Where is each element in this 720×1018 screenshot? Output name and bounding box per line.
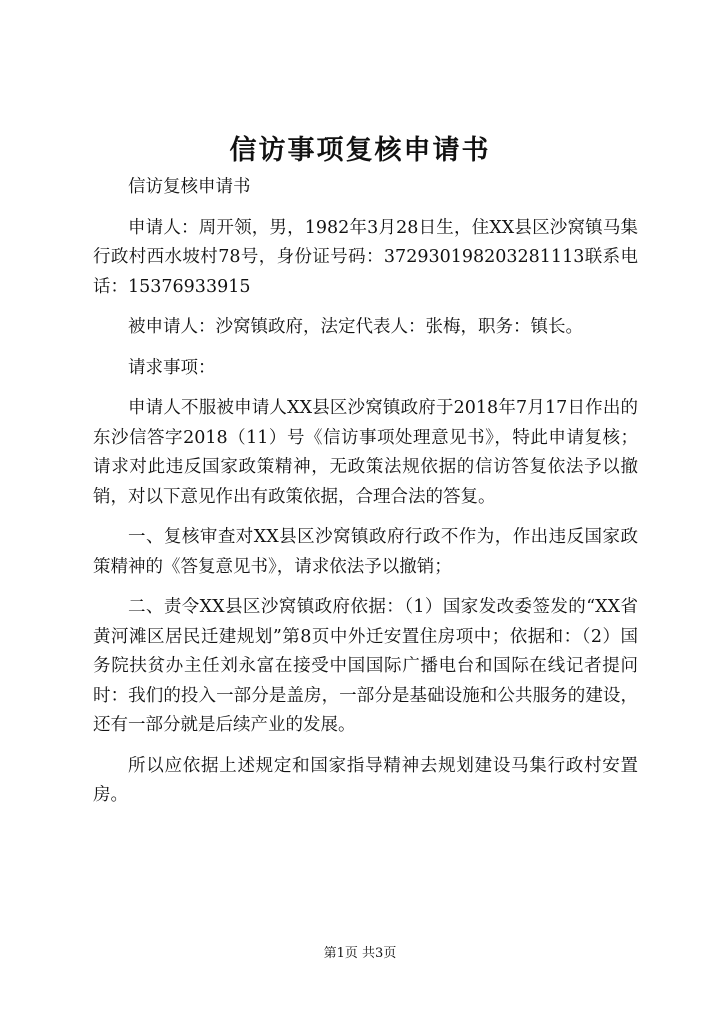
- paragraph-request-body: 申请人不服被申请人XX县区沙窝镇政府于2018年7月17日作出的东沙信答字2018（11）号《信访事项处理意见书》，特此申请复核；请求对此违反国家政策精神，无政策法规依据的信访答复依法予以撤销，对以下意见作出有政策依据，合理合法的答复。: [93, 398, 638, 507]
- page-number: 第1页 共3页: [323, 946, 397, 961]
- paragraph-applicant: 申请人：周开领，男，1982年3月28日生，住XX县区沙窝镇马集行政村西水坡村78号，身份证号码：372930198203281113联系电话：15376933915: [93, 217, 638, 297]
- document-title: 信访事项复核申请书: [229, 135, 491, 166]
- document-body: [93, 173, 638, 822]
- paragraph-item-two: 二、责令XX县区沙窝镇政府依据：（1）国家发改委签发的“XX省黄河滩区居民迁建规划”第8页中外迁安置住房项中；依据和：（2）国务院扶贫办主任刘永富在接受中国国际广播电台和国际在线记者提问时：我们的投入一部分是盖房，一部分是基础设施和公共服务的建设，还有一部分就是后续产业的发展。: [93, 597, 638, 735]
- paragraph-respondent: 被申请人：沙窝镇政府，法定代表人：张梅，职务：镇长。: [128, 317, 583, 337]
- paragraph-conclusion: 所以应依据上述规定和国家指导精神去规划建设马集行政村安置房。: [93, 755, 638, 805]
- paragraph-request-label: 请求事项：: [128, 357, 216, 378]
- paragraph-item-one: 一、复核审查对XX县区沙窝镇政府行政不作为，作出违反国家政策精神的《答复意见书》，请求依法予以撤销；: [93, 527, 638, 577]
- paragraph-heading: 信访复核申请书: [128, 177, 251, 197]
